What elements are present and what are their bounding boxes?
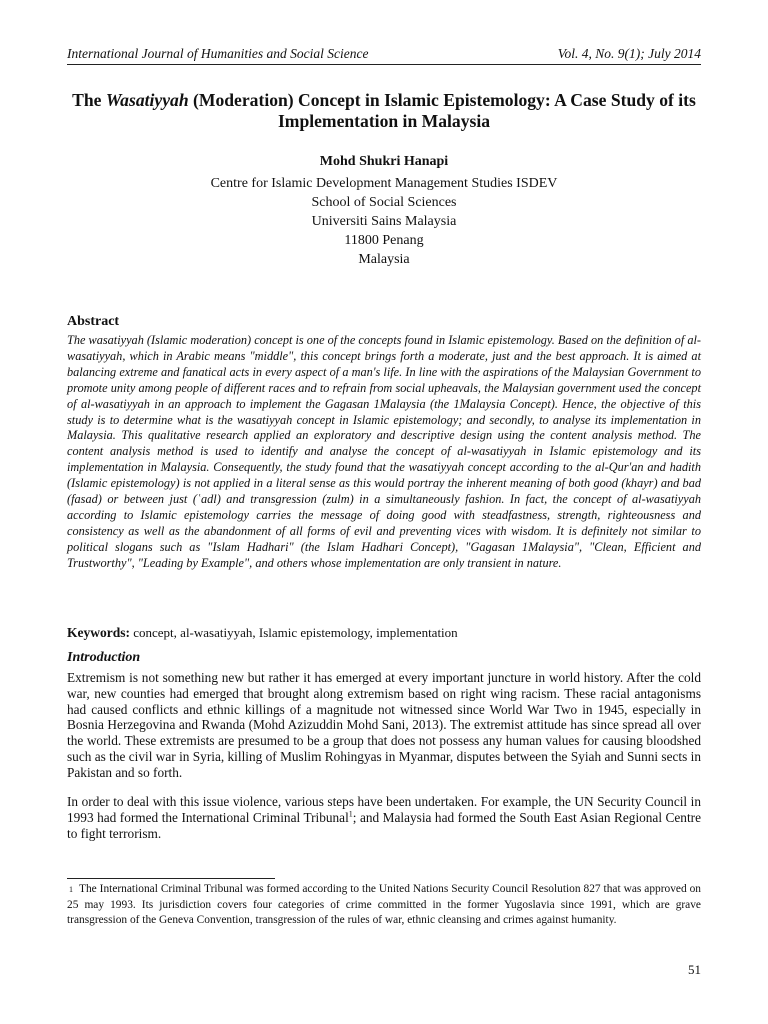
affiliation-line: 11800 Penang — [344, 233, 424, 248]
abstract-heading: Abstract — [67, 314, 120, 329]
keywords-list: concept, al-wasatiyyah, Islamic epistemology, implementation — [130, 625, 458, 640]
keywords-label: Keywords: — [67, 625, 130, 640]
title-rest: (Moderation) Concept in Islamic Epistemology: A Case Study of its Implementation in Malaysia — [188, 90, 696, 131]
introduction-paragraph-1: Extremism is not something new but rather it has emerged at every important juncture in world history. After the cold war, new counties had emerged that brought along extremism based on right wing racism. These racial antagonisms had caused conflicts and ethnic killings of a magnitude not witnessed since World War Two in 1945, especially in Bosnia Herzegovina and Rwanda (Mohd Azizuddin Mohd Sani, 2013). The extremist attitude has since spread all over the world. These extremists are presumed to be a group that does not possess any human values for causing bloodshed such as the civil war in Syria, killing of Muslim Rohingyas in Myanmar, disputes between the Syiah and Sunni sects in Pakistan and so forth. — [67, 670, 701, 780]
footnote-reference: 1 — [348, 809, 353, 819]
running-header — [67, 46, 701, 65]
affiliation-line: Centre for Islamic Development Management Studies ISDEV — [210, 176, 558, 191]
keywords — [67, 625, 701, 641]
footnote — [67, 882, 701, 929]
abstract-text: The wasatiyyah (Islamic moderation) concept is one of the concepts found in Islamic epistemology. Based on the definition of al-wasatiyyah, which in Arabic means "middle", this concept brings forth a moderate, just and the best approach. It is aimed at balancing extreme and fanatical acts in every aspect of a man's life. In line with the aspirations of the Malaysian Government to promote unity among people of different races and to refrain from social upheavals, the Malaysian government used the concept of al-wasatiyyah in an approach to implement the Gagasan 1Malaysia (the 1Malaysia Concept). Hence, the objective of this study is to determine what is the wasatiyyah concept in Islamic epistemology; and secondly, to analyse its implementation in Malaysia. This qualitative research applied an exploratory and descriptive design using the content analysis method. The content analysis method is used to identify and analyse the concept of al-wasatiyyah in Islamic epistemology and its implementation in Malaysia. Consequently, the study found that the wasatiyyah concept according to the al-Qur'an and hadith (Islamic epistemology) is not applied in a literal sense as this would portray the inherent meaning of both good (khayr) and bad (fasad) or between just (ʿadl) and transgression (zulm) in a simultaneously fashion. In fact, the concept of al-wasatiyyah according to Islamic epistemology carries the message of doing good with steadfastness, strength, righteousness and consistency as well as the abandonment of all forms of evil and preventing vices with wisdom. It is definitely not similar to political slogans such as "Islam Hadhari" (the Islam Hadhari Concept), "Gagasan 1Malaysia", "Clean, Efficient and Trustworthy", "Leading by Example", and others whose implementation are only transient in nature. — [67, 333, 701, 570]
title-prefix: The — [72, 90, 106, 110]
introduction-paragraph-2 — [67, 794, 701, 841]
affiliation-line: Malaysia — [358, 252, 410, 267]
paragraph-2-text-b: ; and Malaysia had formed the South East Asian Regional Centre to fight terrorism. — [67, 809, 701, 841]
paper-title — [60, 90, 708, 132]
title-italic: Wasatiyyah — [105, 90, 189, 110]
affiliation-line: Universiti Sains Malaysia — [311, 214, 457, 229]
journal-name: International Journal of Humanities and Social Science — [67, 46, 369, 61]
introduction-heading: Introduction — [67, 650, 141, 665]
affiliation-line: School of Social Sciences — [311, 195, 457, 210]
footnote-divider — [67, 878, 275, 879]
author-affiliation — [60, 174, 708, 269]
paragraph-2-text-a: In order to deal with this issue violence, various steps have been undertaken. For example, the UN Security Council in 1993 had formed the International Criminal Tribunal — [67, 794, 701, 825]
footnote-mark: 1 — [69, 885, 73, 894]
footnote-text: The International Criminal Tribunal was formed according to the United Nations Security Council Resolution 827 that was approved on 25 may 1993. Its jurisdiction covers four categories of crime committed in the former Yugoslavia since 1991, which are grave transgression of the Geneva Convention, transgression of the rules of war, ethnic cleansing and crimes against humanity. — [67, 883, 701, 926]
page-number: 51 — [688, 962, 701, 977]
author-name: Mohd Shukri Hanapi — [319, 154, 449, 169]
issue-info: Vol. 4, No. 9(1); July 2014 — [557, 46, 701, 61]
